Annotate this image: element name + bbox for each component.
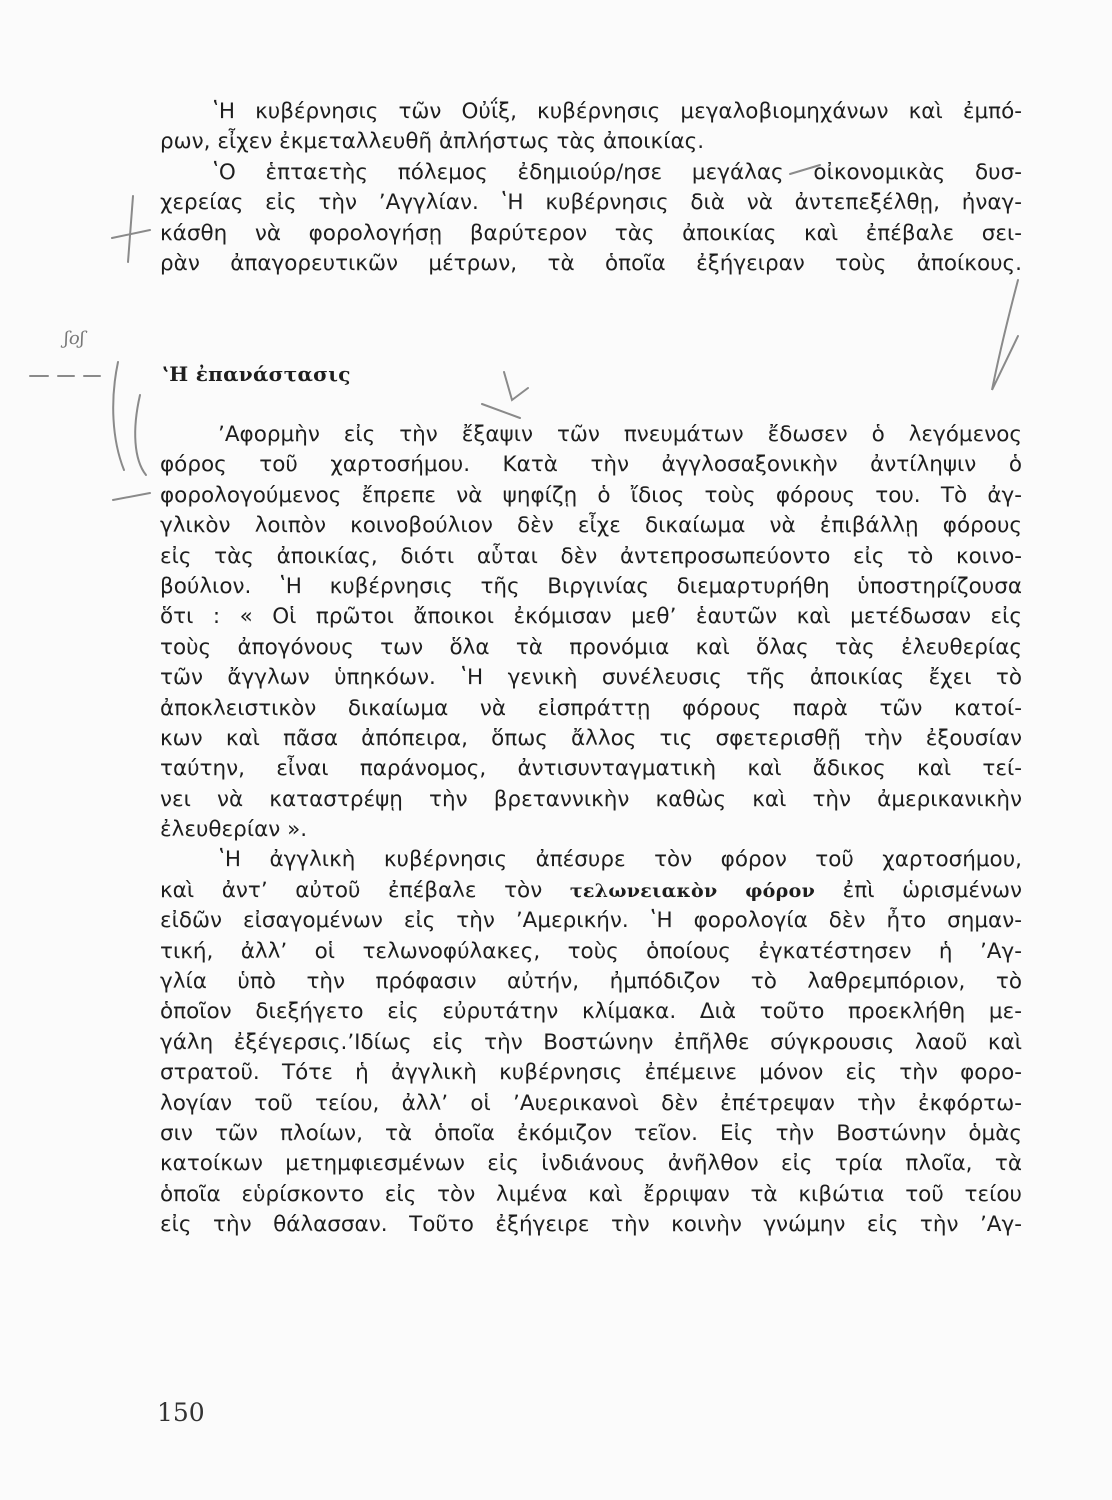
text-line: τοὺς ἀπογόνους των ὅλα τὰ προνόμια καὶ ὅλας τὰς ἐλευθερίας [160,634,1022,660]
pencil-tick-mark [504,372,528,400]
text-line: ἐλευθερίαν ». [160,817,308,843]
pencil-tick-mark [482,404,520,418]
text-line: γάλη ἐξέγερσις.ʼΙδίως εἰς τὴν Βοστώνην ἐπῆλθε σύγκρουσις λαοῦ καὶ [160,1029,1022,1055]
text-line: βούλιον. ʽΗ κυβέρνησις τῆς Βιργινίας διεμαρτυρήθη ὑποστηρίζουσα [160,573,1022,599]
page-number: 150 [157,1398,205,1427]
text-line: χερείας εἰς τὴν ʼΑγγλίαν. ʽΗ κυβέρνησις διὰ νὰ ἀντεπεξέλθῃ, ἠναγ- [160,190,1022,216]
text-line: ʽΗ ἀγγλικὴ κυβέρνησις ἀπέσυρε τὸν φόρον τοῦ χαρτοσήμου, [218,847,1022,873]
text-line: φορολογούμενος ἔπρεπε νὰ ψηφίζῃ ὁ ἴδιος τοὺς φόρους του. Τὸ ἀγ- [160,482,1022,508]
text-line: ρων, εἶχεν ἐκμεταλλευθῆ ἀπλήστως τὰς ἀποικίας. [160,129,705,155]
text-line: φόρος τοῦ χαρτοσήμου. Κατὰ τὴν ἀγγλοσαξονικὴν ἀντίληψιν ὁ [160,452,1022,478]
text-line: ὅτι : « Οἱ πρῶτοι ἄποικοι ἐκόμισαν μεθʼ ἑαυτῶν καὶ μετέδωσαν εἰς [160,604,1022,630]
text-line: γλία ὑπὸ τὴν πρόφασιν αὐτήν, ἠμπόδιζον τὸ λαθρεμπόριον, τὸ [160,969,1022,995]
text-line: λογίαν τοῦ τείου, ἀλλʼ οἱ ʼΑυερικανοὶ δὲν ἐπέτρεψαν τὴν ἐκφόρτω- [160,1090,1022,1116]
pencil-curve-mark [113,362,124,470]
pencil-curve-mark [135,395,146,475]
text-line: κάσθη νὰ φορολογήσῃ βαρύτερον τὰς ἀποικίας καὶ ἐπέβαλε σει- [160,220,1022,246]
text-line: κατοίκων μετημφιεσμένων εἰς ἰνδιάνους ἀνῆλθον εἰς τρία πλοῖα, τὰ [160,1151,1022,1177]
bold-term: τελωνειακὸν φόρον [569,879,816,902]
text-line: ʽΟ ἑπταετὴς πόλεμος ἐδημιούρ/ησε μεγάλας οἰκονομικὰς δυσ- [212,159,1022,185]
text-line: κων καὶ πᾶσα ἀπόπειρα, ὅπως ἄλλος τις σφετερισθῇ τὴν ἐξουσίαν [160,725,1022,751]
text-line: σιν τῶν πλοίων, τὰ ὁποῖα ἐκόμιζον τεῖον. Εἰς τὴν Βοστώνην ὁμὰς [160,1120,1022,1146]
text-line: ὁποῖα εὑρίσκοντο εἰς τὸν λιμένα καὶ ἔρριψαν τὰ κιβώτια τοῦ τείου [160,1181,1022,1207]
text-line: τική, ἀλλʼ οἱ τελωνοφύλακες, τοὺς ὁποίους ἐγκατέστησεν ἡ ʼΑγ- [160,938,1022,964]
section-heading: ʽΗ ἐπανάστασις [162,362,351,386]
text-line: τῶν ἄγγλων ὑπηκόων. ʽΗ γενικὴ συνέλευσις τῆς ἀποικίας ἔχει τὸ [160,665,1022,691]
pencil-tick-mark [790,165,820,174]
text-line: στρατοῦ. Τότε ἡ ἀγγλικὴ κυβέρνησις ἐπέμεινε μόνον εἰς τὴν φορο- [160,1060,1022,1086]
pencil-tick-mark [113,493,150,500]
text-fragment: ἐπὶ ὡρισμένων [815,877,1022,903]
text-fragment: καὶ ἀντʼ αὐτοῦ ἐπέβαλε τὸν [160,877,570,903]
text-line: εἰς τὰς ἀποικίας, διότι αὗται δὲν ἀντεπροσωπεύοντο εἰς τὸ κοινο- [160,543,1022,569]
margin-note: ʃoʃ [64,328,85,349]
text-line: ʼΑφορμὴν εἰς τὴν ἔξαψιν τῶν πνευμάτων ἔδωσεν ὁ λεγόμενος [218,422,1022,447]
pencil-tick-mark [992,280,1018,390]
text-line: ἀποκλειστικὸν δικαίωμα νὰ εἰσπράττῃ φόρους παρὰ τῶν κατοί- [160,695,1022,721]
text-line: γλικὸν λοιπὸν κοινοβούλιον δὲν εἶχε δικαίωμα νὰ ἐπιβάλλῃ φόρους [160,513,1022,539]
text-line: ʽΗ κυβέρνησις τῶν Οὐΐξ, κυβέρνησις μεγαλοβιομηχάνων καὶ ἐμπό- [212,99,1022,124]
pencil-cross-mark [128,196,133,262]
text-line: ταύτην, εἶναι παράνομος, ἀντισυνταγματικὴ καὶ ἄδικος καὶ τεί- [160,756,1022,782]
text-line: νει νὰ καταστρέψῃ τὴν βρεταννικὴν καθὼς καὶ τὴν ἀμερικανικὴν [160,786,1022,812]
text-line: ρὰν ἀπαγορευτικῶν μέτρων, τὰ ὁποῖα ἐξήγειραν τοὺς ἀποίκους. [160,250,1022,276]
text-line: εἰδῶν εἰσαγομένων εἰς τὴν ʼΑμερικήν. ʽΗ φορολογία δὲν ἦτο σημαν- [160,908,1022,934]
text-line: ὁποῖον διεξήγετο εἰς εὐρυτάτην κλίμακα. Διὰ τοῦτο προεκλήθη με- [160,999,1022,1025]
text-line: εἰς τὴν θάλασσαν. Τοῦτο ἐξήγειρε τὴν κοινὴν γνώμην εἰς τὴν ʼΑγ- [160,1212,1022,1238]
